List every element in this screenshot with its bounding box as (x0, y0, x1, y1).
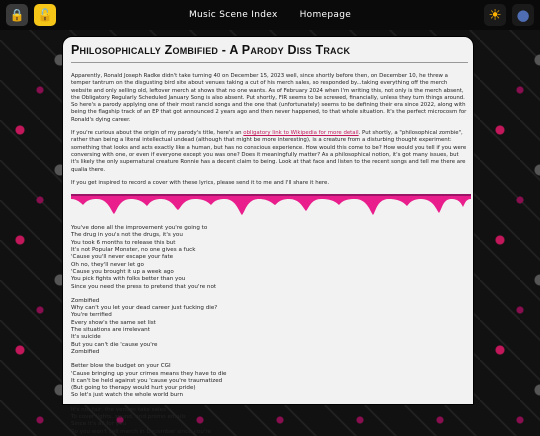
lyric-line: 'Cause bringing up your crimes means they have to die (71, 370, 227, 377)
lyric-line: Zombified (71, 297, 100, 304)
lyric-line: It's not Popular Monster, no one gives a fuck (71, 247, 196, 254)
intro-paragraph: Apparently, Ronald Joseph Radke didn't take turning 40 on December 15, 2023 well, since shortly before then, on December 10, he threw a temper tantrum on the disgusting bird site about venues taking a cut of his merch sales, so responded by...taking everything off the merch website and only selling old, leftover merch at shows that no one wants. As of February 2024 when I'm writing this, not only is the merch absent, the Obligatory Regularly Scheduled January Song is also absent. Put shortly, FIR seems to be screwed, financially, unless they turn things around. So here's a parody applying one of their most rancid songs and the one that (unfortunately) seems to be defining their era since 2022, along with being the flagship track of an EP that got announced 2 years ago and then never happened, to that whole situation. It's the perfect microcosm for Ronald's dying career. (71, 73, 467, 123)
article-container (62, 36, 474, 435)
lyric-line: Oh no, they'll never let go (71, 261, 144, 268)
unlock-icon[interactable]: 🔓 (34, 4, 56, 26)
lyric-line: Zombified (71, 348, 100, 355)
lyric-line: Every show's the same set list (71, 319, 156, 326)
lyric-line: 'Cause you'll never escape your fate (71, 254, 174, 261)
lyric-line: Since it's all for you (71, 421, 126, 428)
stanza-2 (71, 298, 468, 356)
lyrics (71, 225, 468, 436)
lyric-line: The situations are irrelevant (71, 327, 150, 334)
paragraph-text: . Put shortly, a "philosophical zombie", rather than being a literal intellectual undead (although that might be more interesting), is a creature from a disturbing thought experiment: something that looks and acts exactly like a human, but has no conscious experience. How would this come to be? How would you tell if you were conversing with one, or even if everyone except you was one? Does it meaningfully matter? As a philosophical notion, it's got many issues, but it's likely the only supernatural creature Ronnie has a decent claim to being. Look at that face and listen to the recent songs and tell me there are qualia there. (71, 130, 467, 173)
lyric-line: You've done all the improvement you're going to (71, 225, 208, 232)
stanza-4 (71, 407, 468, 436)
stanza-3 (71, 363, 468, 399)
sun-icon[interactable]: ☀ (484, 4, 506, 26)
nav-link-music-scene-index[interactable]: Music Scene Index (188, 10, 278, 20)
lyric-line: Since you need the press to pretend that you're not (71, 283, 217, 290)
cover-invite-paragraph: If you get inspired to record a cover with these lyrics, please send it to me and I'll share it here. (71, 179, 330, 186)
lyric-line: It can't be held against you 'cause you're traumatized (71, 377, 223, 384)
wikipedia-link[interactable]: obligatory link to Wikipedia for more detail (243, 130, 359, 137)
lyric-line: So let's just watch the whole world burn (71, 392, 184, 399)
lyric-line: To cover lights, sound, and promo emails (71, 413, 186, 420)
moon-icon[interactable]: ● (512, 4, 534, 26)
lyric-line: You took 6 months to release this but (71, 239, 176, 246)
explanation-paragraph (71, 130, 468, 174)
lyric-line: You pick fights with folks better than you (71, 276, 186, 283)
lyric-line: The drug in you's not the drugs, it's you (71, 232, 183, 239)
lyric-line: Better blow the budget on your CGI (71, 363, 171, 370)
lyric-line: (But going to therapy would hurt your pride) (71, 385, 196, 392)
nav-link-homepage[interactable]: Homepage (299, 10, 352, 20)
lyric-line: You're terrified (71, 312, 112, 319)
lyric-line: 'Cause you brought it up a week ago (71, 268, 174, 275)
lyric-line: It's suicide (71, 334, 101, 341)
nav-links (189, 10, 351, 20)
lock-icon[interactable]: 🔒 (6, 4, 28, 26)
pink-drip-divider (71, 193, 471, 217)
lyric-line: Why can't you let your dead career just fucking die? (71, 305, 218, 312)
lyric-line: So you won't sell merch in December since you're (71, 428, 211, 435)
top-navigation-bar (0, 0, 540, 30)
paragraph-text: If you're curious about the origin of my parody's title, here's an (71, 130, 244, 137)
page-title: Philosophically Zombified - A Parody Diss Track (71, 43, 468, 63)
lyric-line: But you can't die 'cause you're (71, 341, 158, 348)
lyric-line: It's not fair, the venues take sales (71, 406, 166, 413)
stanza-1 (71, 225, 468, 291)
